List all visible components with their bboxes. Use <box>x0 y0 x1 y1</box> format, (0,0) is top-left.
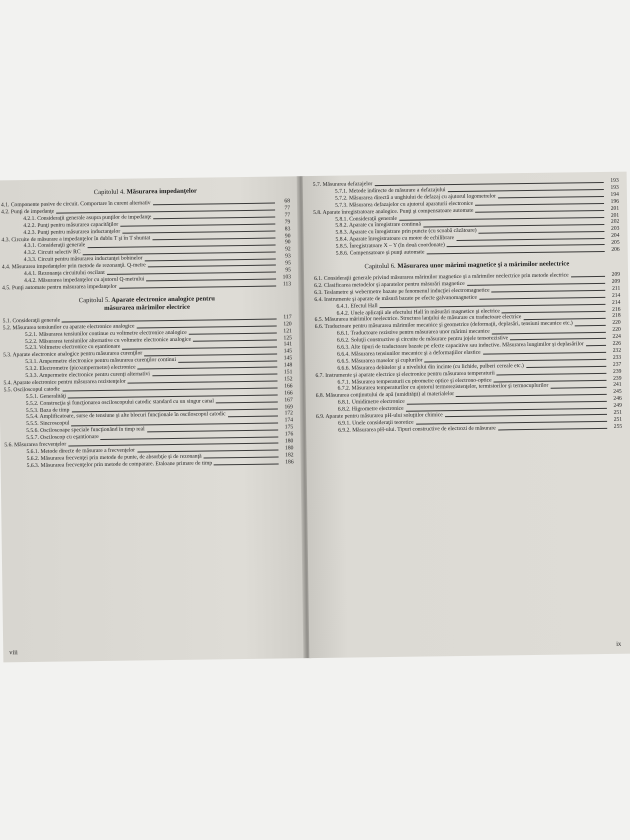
chapter-5-continued-toc <box>313 178 620 258</box>
toc-entry-page: 202 <box>610 219 620 226</box>
toc-entry-text: Măsurarea maselor şi cuplurilor <box>351 357 423 365</box>
toc-entry-number: 5.6.1. <box>26 448 40 456</box>
toc-entry-text: Ampermetre electronice pentru măsurarea curenţilor continui <box>38 357 177 366</box>
toc-entry-text: Măsurarea tensiunilor continue cu voltmetre electronice analogice <box>38 329 187 338</box>
toc-entry-page: 251 <box>613 416 623 423</box>
toc-entry-page: 214 <box>611 292 621 299</box>
toc-entry-text: Aparate cu înregistrare continuă <box>348 221 421 229</box>
toc-entry-text: Sincroscopul <box>40 420 70 428</box>
toc-entry-page: 193 <box>610 184 619 191</box>
toc-entry-number: 4.2.3. <box>23 229 37 236</box>
toc-entry-number: 4.2.2. <box>23 222 36 229</box>
toc-entry-number: 5.3.2. <box>25 365 38 373</box>
toc-entry-number: 5.8.5. <box>335 243 349 250</box>
toc-entry-number: 6.5. <box>314 317 324 324</box>
toc-entry-text: Metode indirecte de măsurare a defazajului <box>348 187 446 195</box>
toc-entry-page: 182 <box>285 452 294 459</box>
toc-entry-page: 196 <box>610 198 620 205</box>
toc-entry-page: 167 <box>284 396 293 404</box>
toc-entry-title <box>2 284 117 293</box>
toc-entry-text: Măsurarea defazajelor <box>322 181 373 188</box>
toc-entry-page: 117 <box>283 314 292 321</box>
toc-entry-page: 249 <box>613 402 622 410</box>
toc-entry-text: Soluţii constructive şi circuite de măsurare pentru jojele tensorezistive <box>350 335 509 344</box>
toc-entry-page: 193 <box>610 177 619 184</box>
toc-entry-text: Măsurarea mărimilor neelectrice. Structura lanţului de măsurare cu traductoare electrice <box>324 314 522 324</box>
toc-entry-number: 5.8.1. <box>335 216 348 223</box>
toc-entry-page: 201 <box>610 205 620 212</box>
toc-entry-number: 4.1. <box>0 202 10 209</box>
toc-entry-page: 246 <box>613 395 622 403</box>
toc-entry-page: 90 <box>284 239 291 246</box>
toc-entry-page: 166 <box>284 390 293 397</box>
toc-entry-text: Aparate înregistratoare analogice. Punţi şi compensatoare automate <box>322 207 474 216</box>
toc-entry-text: Componente pasive de circuit. Comportare în curent alternativ <box>10 200 151 209</box>
toc-entry-page: 239 <box>612 368 622 375</box>
chapter-6-toc <box>314 272 622 435</box>
toc-entry-text: Aparate cu înregistrare prin puncte (cu scoabă căzătoare) <box>349 228 477 236</box>
toc-entry-number: 4.4.2. <box>24 277 37 285</box>
toc-entry-text: Aparate electronice pentru măsurarea rezistenţelor <box>12 378 126 387</box>
toc-entry-number: 5.6.2. <box>26 455 40 462</box>
toc-entry-number: 5.2.3. <box>24 345 38 352</box>
toc-entry-number: 5.5.4. <box>25 414 39 421</box>
toc-entry-text: Metode directe de măsurare a frecvenţelor <box>40 447 136 455</box>
toc-leader-line <box>228 415 278 417</box>
toc-entry-number: 5.7.2. <box>334 195 348 202</box>
toc-entry-page: 241 <box>613 382 622 389</box>
toc-entry-number: 4.3.3. <box>23 257 37 264</box>
toc-entry-number: 6.7.2. <box>337 385 351 393</box>
toc-entry-number: 5.2.1. <box>24 331 38 338</box>
toc-entry-number: 6.4.1. <box>336 303 350 310</box>
toc-entry-page: 205 <box>611 239 620 247</box>
toc-entry-page: 113 <box>282 281 292 288</box>
right-page-number: ix <box>616 640 622 648</box>
toc-entry-page: 201 <box>610 212 620 219</box>
toc-entry-text: Unele consideraţii teoretice <box>352 419 414 427</box>
toc-entry-page: 172 <box>284 410 293 417</box>
toc-entry-number: 6.4. <box>314 296 323 303</box>
toc-entry-page: 125 <box>283 334 292 341</box>
toc-entry-number: 5.7. <box>312 181 322 189</box>
toc-entry-number: 6.7.1. <box>337 379 351 386</box>
toc-entry-number: 6.1. <box>314 275 323 282</box>
toc-entry-text: Consideraţii generale <box>349 215 397 223</box>
toc-entry-text: Osciloscoape speciale funcţionând în timp real <box>40 426 145 435</box>
toc-entry-page: 141 <box>283 341 293 348</box>
toc-entry-page: 77 <box>284 212 291 219</box>
toc-entry-text: Măsurarea temperaturii cu pirometre optice şi electrono-optice <box>351 377 492 386</box>
toc-entry-text: Unele aplicaţii ale efectului Hall în măsurări magnetice şi electrice <box>350 307 500 316</box>
toc-entry-number: 6.6.3. <box>336 344 350 351</box>
toc-entry-page: 103 <box>282 274 292 281</box>
toc-entry-text: Aparate pentru măsurarea pH-ului soluţiilor chimice <box>325 412 443 420</box>
toc-entry-page: 95 <box>285 260 291 267</box>
toc-entry-text: Instrumente şi aparate de măsură bazate pe efecte galvanomagnetice <box>324 294 478 303</box>
toc-entry-text: Rezonanţa circuitului oscilant <box>37 269 105 277</box>
toc-entry-number: 4.2.1. <box>23 215 36 222</box>
toc-leader-line <box>119 286 276 289</box>
chapter-4-toc <box>1 198 291 292</box>
toc-entry-text: Umidimetre electronice <box>351 399 405 406</box>
toc-entry-number: 5.5.6. <box>26 428 39 435</box>
toc-entry-page: 166 <box>284 383 293 390</box>
toc-entry-page: 194 <box>610 191 619 198</box>
toc-entry-number: 6.6. <box>314 324 324 331</box>
toc-entry-page: 90 <box>284 232 291 239</box>
toc-entry-text: Generalităţi <box>39 393 67 400</box>
toc-entry-number: 5.3.1. <box>25 359 38 366</box>
chapter-5-toc <box>3 314 294 470</box>
toc-entry-page: 93 <box>285 253 291 260</box>
toc-entry-number: 6.8. <box>315 393 325 400</box>
toc-entry-text: Compensatoare şi punţi automate <box>349 249 425 257</box>
toc-entry-text: Baza de timp <box>39 406 70 414</box>
toc-entry-number: 5.4. <box>3 380 12 387</box>
toc-entry-page: 79 <box>284 219 291 226</box>
toc-entry-number: 4.3.1. <box>23 243 37 250</box>
right-page <box>303 172 630 658</box>
toc-entry-page: 206 <box>611 246 620 253</box>
toc-entry-text: Teslametre şi webermetre bazate pe fenomenul inducţiei electromagnetice <box>323 287 490 296</box>
toc-entry-text: Clasificarea metodelor şi aparatelor pentru măsurări magnetice <box>323 280 465 289</box>
toc-leader-line <box>586 345 606 346</box>
toc-entry-number: 4.4.1. <box>23 270 37 278</box>
toc-entry-number: 6.9.1. <box>338 420 351 427</box>
toc-entry-number: 6.6.5. <box>337 358 350 365</box>
toc-leader-line <box>216 401 278 403</box>
toc-entry-text: Consideraţii generale asupra punţilor de impedanţe <box>37 214 152 222</box>
toc-entry-page: 145 <box>283 355 293 362</box>
toc-entry-number: 6.8.1. <box>337 399 351 406</box>
toc-entry-text: Măsurarea frecvenţelor <box>14 441 67 449</box>
toc-entry-page: 214 <box>611 299 621 306</box>
toc-entry-number: 5.8.2. <box>335 222 348 230</box>
toc-entry-text: Măsurarea pH-ului. Tipuri constructive de electrozi de măsurare <box>352 425 496 434</box>
toc-entry-page: 237 <box>612 361 622 368</box>
toc-entry-number: 6.6.1. <box>336 330 350 337</box>
toc-entry-number: 5.1. <box>2 318 12 325</box>
toc-entry-number: 6.6.6. <box>337 365 350 372</box>
toc-entry-page: 232 <box>612 347 622 354</box>
chapter-4-heading <box>1 186 290 198</box>
toc-entry-text: Amplificatoare, surse de tensiune şi alte blocuri funcţionale în osciloscopul catodic <box>39 411 226 421</box>
toc-entry-page: 68 <box>284 198 291 205</box>
toc-entry-page: 151 <box>283 369 293 376</box>
toc-entry-text: Ampermetre electronice pentru curenţi alternativi <box>39 371 151 379</box>
toc-entry-text: Măsurarea directă a unghiului de defazaj cu ajutorul logometrelor <box>348 193 496 202</box>
toc-entry-text: Măsurarea impedanţelor cu ajutorul Q-metrului <box>38 276 145 284</box>
toc-entry-page: 203 <box>610 226 620 233</box>
toc-entry-text: Efectul Hall <box>350 302 378 310</box>
toc-entry-text: Aparate electronice analogice pentru măsurarea curenţilor <box>12 350 143 359</box>
toc-entry-text: Consideraţii generale privind măsurarea mărimilor magnetice şi a mărimilor neelectrice prin metode electrice <box>323 272 569 282</box>
toc-entry-number: 4.3. <box>1 236 10 243</box>
toc-entry-text: Măsurarea temperaturilor cu ajutorul termorezistenţelor, termistorilor şi termocuplurilor <box>351 383 549 392</box>
toc-entry-page: 169 <box>284 403 293 410</box>
toc-entry-number: 5.3.3. <box>25 372 39 380</box>
chapter-5-title-line1: Aparate electronice analogice pentru <box>111 295 215 304</box>
toc-entry-page: 148 <box>283 362 293 369</box>
toc-entry-page: 95 <box>285 267 291 274</box>
toc-entry-number: 6.3. <box>314 289 323 296</box>
toc-entry-page: 204 <box>611 232 620 240</box>
toc-leader-line <box>550 387 606 389</box>
toc-entry-text: Măsurarea impedanţelor prin metode de rezonanţă. Q-metre <box>11 262 146 271</box>
toc-entry-page: 251 <box>613 409 623 416</box>
toc-entry-page: 224 <box>612 333 621 340</box>
toc-entry-page: 186 <box>285 459 294 466</box>
toc-entry-page: 145 <box>283 348 293 355</box>
toc-entry-text: Măsurarea tensiunilor cu aparate electronice analogice <box>12 323 135 331</box>
toc-entry-number: 6.6.4. <box>337 351 350 358</box>
toc-entry-text: Măsurarea tensiunilor alternative cu voltmetre electronice analogice <box>38 336 192 345</box>
toc-entry-text: Măsurarea debitelor şi a nivelului din incinte (cu lichide, pulberi cereale etc.) <box>351 362 524 372</box>
toc-entry-text: Osciloscop cu eşantionare <box>40 434 99 442</box>
toc-entry-number: 6.2. <box>314 282 323 289</box>
toc-entry-page: 174 <box>284 417 294 424</box>
toc-entry-page: 239 <box>613 375 622 382</box>
toc-entry-number: 4.3.2. <box>23 250 37 257</box>
toc-entry-number: 6.4.2. <box>336 310 350 317</box>
toc-entry-page: 216 <box>612 306 621 313</box>
toc-entry-text: Circuite de măsurare a impedanţelor în dublu T şi în T shuntat <box>11 234 151 243</box>
chapter-6-prefix: Capitolul 6. <box>364 262 396 271</box>
toc-entry-text: Punţi pentru măsurarea inductanţelor <box>37 228 121 236</box>
left-page-number: viii <box>9 649 18 657</box>
toc-entry-page: 175 <box>284 424 294 431</box>
toc-entry-text: Electrometre (picoampermetre) electronice <box>39 364 136 372</box>
chapter-6-heading <box>314 260 620 272</box>
chapter-4-prefix: Capitolul 4. <box>93 188 125 197</box>
toc-entry-text: Punţi de impedanţe <box>10 208 55 216</box>
toc-entry-number: 5.8.3. <box>335 229 349 237</box>
book-spread <box>0 172 630 663</box>
chapter-5-title-line2: măsurarea mărimilor electrice <box>104 303 190 312</box>
toc-entry-number: 5.8.4. <box>335 236 349 243</box>
toc-entry-number: 4.5. <box>2 285 11 292</box>
toc-entry-page: 226 <box>612 340 622 347</box>
toc-entry-page: 92 <box>285 246 291 253</box>
toc-entry-number: 5.5.2. <box>25 400 39 407</box>
chapter-5-prefix: Capitolul 5. <box>78 296 110 305</box>
toc-entry-number: 5.5.7. <box>26 435 39 442</box>
toc-entry-page: 218 <box>612 313 621 320</box>
toc-entry-text: Osciloscopul catodic <box>13 386 61 394</box>
toc-entry-text: Traductoare pentru măsurarea mărimilor mecanice şi geometrice (deformaţii, deplasări, tensiuni mecanice etc.) <box>324 320 573 331</box>
toc-entry-number: 5.5.3. <box>25 407 39 414</box>
toc-entry-number: 4.2. <box>1 209 10 216</box>
toc-entry-page: 120 <box>283 321 292 328</box>
toc-entry-number: 6.9. <box>315 413 325 421</box>
toc-entry-number: 5.7.1. <box>334 188 348 195</box>
toc-entry-text: Instrumente şi aparate electrice şi electronice pentru măsurarea temperaturii <box>325 370 495 379</box>
toc-entry-text: Traductoare rezistive pentru măsurarea unor mărimi mecanice <box>350 328 490 337</box>
chapter-6-title: Măsurarea unor mărimi magnetice şi a mărimilor neelectrice <box>397 260 570 270</box>
toc-entry-text: Măsurarea frecvenţei prin metode de punte, de absorbţie şi de rezonanţă <box>40 453 202 462</box>
toc-entry-number: 5.2. <box>2 324 12 332</box>
toc-entry-number: 5.6. <box>4 442 13 449</box>
toc-entry-page: 245 <box>613 389 622 396</box>
toc-entry-page: 209 <box>611 271 621 278</box>
toc-entry-page: 152 <box>284 376 293 383</box>
toc-entry-text: Măsurarea tensiunilor mecanice şi a deformaţiilor elastice <box>351 349 481 358</box>
toc-entry-page: 220 <box>612 320 621 327</box>
toc-entry-page: 176 <box>284 431 294 438</box>
toc-entry-page: 83 <box>284 225 291 233</box>
toc-entry-page: 121 <box>283 327 292 335</box>
toc-entry-number: 5.5.5. <box>26 421 39 428</box>
toc-entry-number: 5.6.3. <box>26 462 40 469</box>
toc-entry-page: 209 <box>611 278 621 285</box>
left-page <box>0 176 305 662</box>
toc-entry-text: Punţi pentru măsurarea capacităţilor <box>37 221 119 229</box>
toc-entry-text: Consideraţii generale <box>12 317 61 324</box>
toc-entry-number: 6.7. <box>315 372 324 379</box>
toc-entry-page: 180 <box>284 438 294 445</box>
toc-entry-text: Măsurarea frecvenţelor prin metode de comparare. Etaloane primare de timp <box>40 460 213 469</box>
toc-entry-text: Alte tipuri de traductoare bazate pe efecte capacitive sau inductive. Măsurarea lungimilor şi deplasărilor <box>350 341 584 351</box>
chapter-5-heading <box>2 294 291 314</box>
toc-leader-line <box>214 464 279 466</box>
toc-entry-page: 255 <box>613 423 623 430</box>
toc-entry-number: 4.4. <box>1 264 11 271</box>
toc-entry-page: 77 <box>284 205 291 212</box>
toc-entry-number: 5.5. <box>3 387 13 394</box>
toc-entry-page: 233 <box>612 354 622 361</box>
toc-entry-text: Măsurarea defazajelor cu ajutorul aparaturii electronice <box>349 200 474 209</box>
toc-entry-title <box>27 460 213 469</box>
toc-entry-text: Voltmetre electronice cu eşantionare <box>38 344 121 352</box>
toc-entry-text: Circuit pentru măsurarea inductanţei bobinelor <box>37 255 143 264</box>
toc-entry-text: Construcţia şi funcţionarea osciloscopului catodic standard cu un singur canal <box>39 398 214 407</box>
toc-entry-page: 220 <box>612 326 621 334</box>
toc-entry-text: Înregistratoare X – Y (în două coordonate) <box>349 242 445 250</box>
toc-entry-page: 211 <box>612 285 621 292</box>
toc-entry-title <box>336 250 425 258</box>
toc-entry-text: Măsurarea conţinutului de apă (umidităţii) al materialelor <box>325 391 455 400</box>
toc-entry-title <box>338 425 496 434</box>
toc-entry-number: 6.6.2. <box>336 337 350 344</box>
toc-entry-number: 5.8.6. <box>335 250 349 257</box>
toc-entry-page: 180 <box>285 445 294 452</box>
toc-entry-text: Higrometre electronice <box>351 405 404 413</box>
toc-leader-line <box>575 325 606 326</box>
toc-entry-number: 5.5.1. <box>25 393 39 400</box>
toc-entry-number: 5.8. <box>313 209 322 216</box>
toc-entry-text: Aparate înregistratoare cu motor de echilibrare <box>349 235 455 243</box>
chapter-4-title: Măsurarea impedanţelor <box>126 187 197 196</box>
toc-entry-number: 6.9.2. <box>338 427 351 434</box>
toc-entry-number: 5.2.2. <box>24 338 38 345</box>
toc-entry-number: 5.7.3. <box>335 202 348 209</box>
toc-leader-line <box>426 251 604 254</box>
toc-entry-text: Punţi automate pentru măsurarea impedanţelor <box>11 283 117 292</box>
toc-entry-text: Consideraţii generale <box>37 242 86 250</box>
toc-entry-text: Circuit selectiv RC <box>37 249 81 257</box>
toc-entry-number: 6.8.2. <box>337 406 351 413</box>
toc-leader-line <box>571 276 605 277</box>
toc-leader-line <box>498 428 607 431</box>
toc-entry-number: 5.3. <box>3 352 12 359</box>
